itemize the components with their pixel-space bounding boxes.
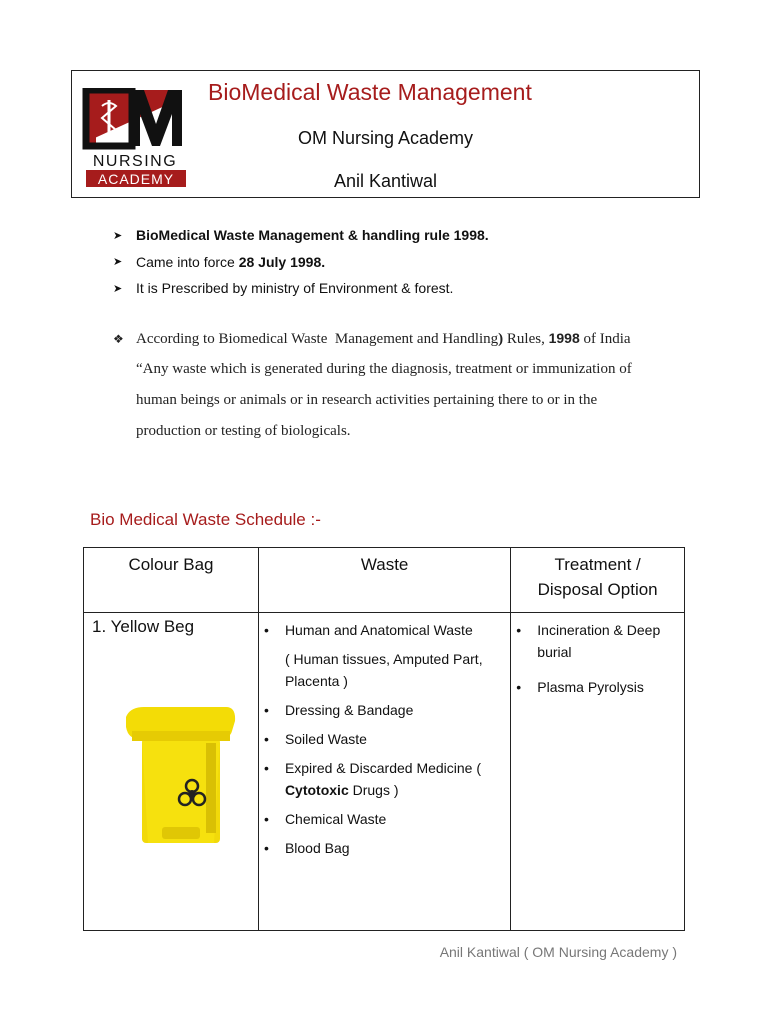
list-item: • Dressing & Bandage: [285, 699, 502, 721]
definition-text: ,: [541, 331, 549, 347]
header-colour-bag: Colour Bag: [84, 548, 259, 613]
fact-text: It is Prescribed by ministry of Environment & forest.: [136, 280, 454, 297]
header-treatment-line: Disposal Option: [537, 580, 658, 599]
list-item: • Blood Bag: [285, 837, 502, 859]
page-footer: Anil Kantiwal ( OM Nursing Academy ): [439, 944, 677, 960]
schedule-table: [83, 547, 685, 931]
bag-label: 1. Yellow Beg: [92, 617, 195, 636]
fact-item: [113, 249, 489, 276]
fact-bold-text: 28 July 1998.: [238, 253, 326, 270]
fact-list: [113, 222, 489, 302]
header-treatment: [511, 548, 685, 613]
fact-text: Came into force: [136, 253, 239, 270]
arrow-bullet-icon: ➤: [113, 256, 123, 269]
document-title: BioMedical Waste Management: [208, 79, 532, 105]
definition-text: According to Biomedical Waste Management and Handling: [136, 331, 499, 347]
organization-name: [72, 128, 699, 149]
treatment-cell: [511, 613, 685, 931]
list-item: • Soiled Waste: [285, 728, 502, 750]
diamond-bullet-icon: ❖: [113, 332, 124, 346]
logo-text-nursing: NURSING: [92, 153, 178, 170]
definition-text: Rules: [503, 331, 542, 347]
waste-cell: [258, 613, 510, 931]
header-box: [71, 70, 700, 198]
list-item-bold-text: Cytotoxic: [284, 782, 349, 798]
arrow-bullet-icon: ➤: [113, 229, 123, 242]
fact-bold-text: BioMedical Waste Management & handling rule 1998.: [136, 227, 489, 244]
definition-line: [113, 330, 693, 361]
table-row: [84, 613, 685, 931]
fact-item: [113, 222, 489, 249]
author-name: [72, 171, 699, 192]
yellow-bin-image: [122, 699, 238, 849]
definition-paragraph: [113, 330, 693, 454]
fact-item: [113, 275, 489, 302]
table-header-row: [84, 548, 685, 613]
author-label: Anil Kantiwal: [333, 171, 438, 191]
list-item: • Chemical Waste: [285, 808, 502, 830]
list-item-text: Expired & Discarded Medicine (: [284, 760, 485, 776]
list-item-text: Drugs ): [348, 782, 399, 798]
treatment-list: [511, 619, 684, 698]
list-item: • Incineration & Deep burial: [537, 619, 676, 663]
definition-year: 1998: [548, 330, 580, 346]
header-waste: Waste: [258, 548, 510, 613]
definition-line: production or testing of biologicals.: [136, 423, 351, 439]
bag-cell: [84, 613, 259, 931]
logo-text-academy: ACADEMY: [97, 171, 175, 187]
schedule-title: Bio Medical Waste Schedule :-: [90, 510, 321, 529]
waste-list: [259, 619, 510, 859]
list-item: ( Human tissues, Amputed Part, Placenta ): [284, 651, 483, 689]
list-item: • Plasma Pyrolysis: [537, 676, 676, 698]
definition-line: human beings or animals or in research activities pertaining there to or in the: [136, 392, 598, 408]
organization-label: OM Nursing Academy: [297, 128, 474, 148]
arrow-bullet-icon: ➤: [113, 282, 123, 295]
definition-line: “Any waste which is generated during the diagnosis, treatment or immunization of: [136, 361, 632, 377]
list-item: [285, 757, 502, 801]
list-item: • Human and Anatomical Waste: [285, 619, 502, 641]
header-treatment-line: Treatment /: [554, 555, 641, 574]
definition-bracket: ): [498, 331, 504, 347]
definition-text: of India: [579, 331, 631, 347]
